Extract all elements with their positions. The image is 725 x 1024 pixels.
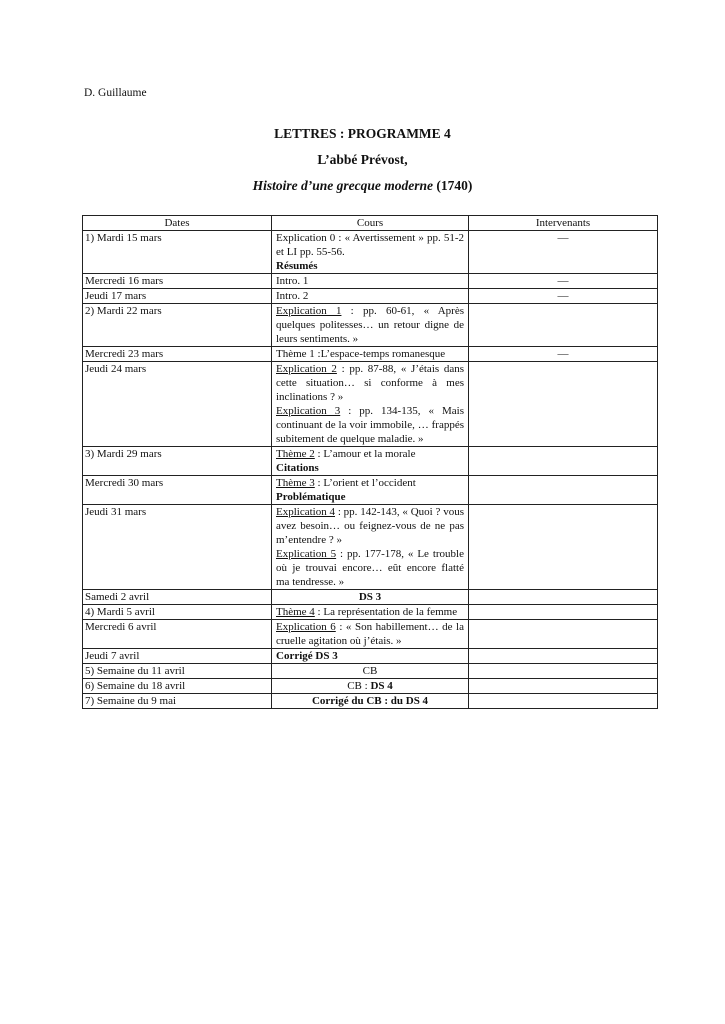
cours-cell: Intro. 2 bbox=[272, 289, 469, 304]
table-row bbox=[83, 447, 658, 476]
cours-cell bbox=[272, 679, 469, 694]
table-row bbox=[83, 694, 658, 709]
cours-cell bbox=[272, 362, 469, 447]
cours-cell bbox=[272, 476, 469, 505]
intervenant-cell bbox=[469, 476, 658, 505]
cours-lead: Thème 2 bbox=[276, 448, 315, 460]
intervenant-cell bbox=[469, 620, 658, 649]
table-row bbox=[83, 679, 658, 694]
date-cell: 1) Mardi 15 mars bbox=[83, 231, 272, 274]
date-cell: 2) Mardi 22 mars bbox=[83, 304, 272, 347]
table-row bbox=[83, 620, 658, 649]
cours-text-2: : pp. 134-135, « Mais continuant de la voir immobile, … frappés subitement de quelque maladie. » bbox=[276, 405, 464, 445]
cours-text: 1 :L’espace-temps romanesque bbox=[306, 348, 446, 360]
table-row bbox=[83, 274, 658, 289]
table-row bbox=[83, 649, 658, 664]
cours-lead: Thème 3 bbox=[276, 477, 315, 489]
date-cell: 3) Mardi 29 mars bbox=[83, 447, 272, 476]
date-cell: Mercredi 16 mars bbox=[83, 274, 272, 289]
table-row bbox=[83, 590, 658, 605]
table-row bbox=[83, 605, 658, 620]
cours-cell bbox=[272, 620, 469, 649]
cours-lead: Explication 6 bbox=[276, 621, 336, 633]
date-cell: Jeudi 31 mars bbox=[83, 505, 272, 590]
title-line-3 bbox=[0, 173, 725, 199]
intervenant-cell: — bbox=[469, 231, 658, 274]
header-intervenants: Intervenants bbox=[469, 216, 658, 231]
intervenant-cell bbox=[469, 304, 658, 347]
table-row bbox=[83, 289, 658, 304]
cours-text: : pp. 60-61, « Après quelques politesses… un retour digne de leurs sentiments. » bbox=[276, 305, 464, 345]
cours-cell: Intro. 1 bbox=[272, 274, 469, 289]
cours-cell bbox=[272, 304, 469, 347]
cours-text: : « Avertissement » pp. 51-2 et LI pp. 55-56. bbox=[276, 232, 464, 258]
cours-lead: Explication 1 bbox=[276, 305, 342, 317]
intervenant-cell bbox=[469, 664, 658, 679]
intervenant-cell bbox=[469, 447, 658, 476]
cours-text: : L’amour et la morale bbox=[314, 448, 416, 460]
table-header-row bbox=[83, 216, 658, 231]
intervenant-cell: — bbox=[469, 274, 658, 289]
title-line-2: L’abbé Prévost, bbox=[317, 152, 408, 167]
intervenant-cell bbox=[469, 362, 658, 447]
cours-cell: CB bbox=[272, 664, 469, 679]
cours-lead: Explication 0 bbox=[276, 232, 336, 244]
cours-cell bbox=[272, 347, 469, 362]
intervenant-cell bbox=[469, 679, 658, 694]
book-title: Histoire d’une grecque moderne bbox=[252, 178, 433, 193]
cours-bold: Résumés bbox=[276, 260, 318, 272]
cours-lead-2: Explication 5 bbox=[276, 548, 337, 560]
intervenant-cell bbox=[469, 505, 658, 590]
table-row bbox=[83, 476, 658, 505]
header-dates: Dates bbox=[83, 216, 272, 231]
cours-lead-2: Explication 3 bbox=[276, 405, 341, 417]
intervenant-cell: — bbox=[469, 289, 658, 304]
table-row bbox=[83, 362, 658, 447]
header-cours: Cours bbox=[272, 216, 469, 231]
cours-text: : L’orient et l’occident bbox=[314, 477, 416, 489]
cours-text-2: : pp. 177-178, « Le trouble où je trouvai encore… eût encore flatté ma tendresse. » bbox=[276, 548, 464, 588]
cours-cell: DS 3 bbox=[272, 590, 469, 605]
author-name: D. Guillaume bbox=[84, 87, 147, 99]
table-row bbox=[83, 664, 658, 679]
cours-cell bbox=[272, 505, 469, 590]
table-row bbox=[83, 304, 658, 347]
cours-bold: Citations bbox=[276, 462, 319, 474]
date-cell: 6) Semaine du 18 avril bbox=[83, 679, 272, 694]
intervenant-cell: — bbox=[469, 347, 658, 362]
date-cell: Jeudi 7 avril bbox=[83, 649, 272, 664]
date-cell: 5) Semaine du 11 avril bbox=[83, 664, 272, 679]
cours-bold: DS 4 bbox=[370, 680, 393, 692]
date-cell: Samedi 2 avril bbox=[83, 590, 272, 605]
cours-cell: Corrigé DS 3 bbox=[272, 649, 469, 664]
table-row bbox=[83, 505, 658, 590]
intervenant-cell bbox=[469, 649, 658, 664]
program-table bbox=[82, 215, 658, 709]
date-cell: Mercredi 30 mars bbox=[83, 476, 272, 505]
cours-text: : pp. 142-143, « Quoi ? vous avez besoin… ou feignez-vous de ne pas m’entendre ? » bbox=[276, 506, 464, 546]
table-row bbox=[83, 231, 658, 274]
intervenant-cell bbox=[469, 605, 658, 620]
date-cell: Jeudi 17 mars bbox=[83, 289, 272, 304]
intervenant-cell bbox=[469, 694, 658, 709]
cours-text: CB : bbox=[347, 680, 371, 692]
cours-cell bbox=[272, 605, 469, 620]
cours-cell: Corrigé du CB : du DS 4 bbox=[272, 694, 469, 709]
cours-lead: Explication 2 bbox=[276, 363, 337, 375]
cours-cell bbox=[272, 231, 469, 274]
cours-lead: Thème 4 bbox=[276, 606, 315, 618]
document-title bbox=[0, 121, 725, 199]
book-year: (1740) bbox=[436, 178, 473, 193]
date-cell: Mercredi 23 mars bbox=[83, 347, 272, 362]
cours-text: : pp. 87-88, « J’étais dans cette situation… si conforme à mes inclinations ? » bbox=[276, 363, 465, 403]
cours-lead: Explication 4 bbox=[276, 506, 336, 518]
intervenant-cell bbox=[469, 590, 658, 605]
cours-cell bbox=[272, 447, 469, 476]
cours-bold: Problématique bbox=[276, 491, 346, 503]
title-line-1: LETTRES : PROGRAMME 4 bbox=[274, 126, 451, 141]
cours-text: : La représentation de la femme bbox=[314, 606, 458, 618]
date-cell: 7) Semaine du 9 mai bbox=[83, 694, 272, 709]
table-row bbox=[83, 347, 658, 362]
date-cell: 4) Mardi 5 avril bbox=[83, 605, 272, 620]
cours-lead: Thème bbox=[276, 348, 307, 360]
date-cell: Jeudi 24 mars bbox=[83, 362, 272, 447]
cours-text: : « Son habillement… de la cruelle agitation où j’étais. » bbox=[276, 621, 464, 647]
date-cell: Mercredi 6 avril bbox=[83, 620, 272, 649]
